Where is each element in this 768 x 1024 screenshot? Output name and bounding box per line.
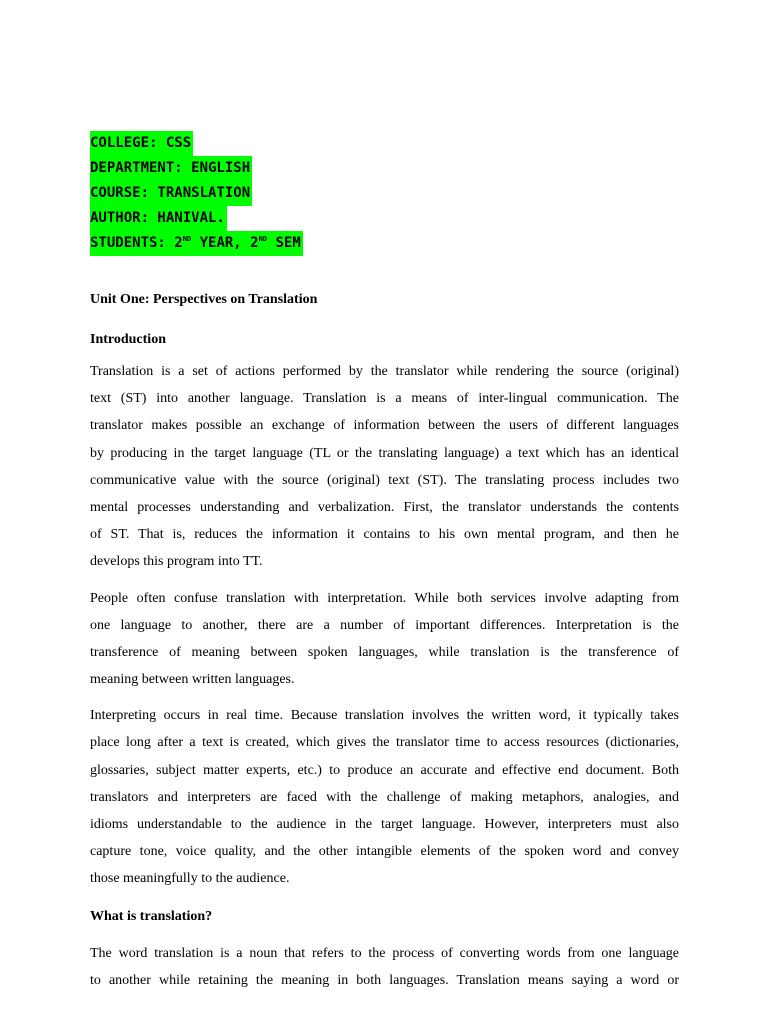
paragraph-line: by producing in the target language (TL or the translating language) a text which has an identical bbox=[90, 445, 679, 461]
students-line bbox=[90, 231, 303, 256]
paragraph-line: mental processes understanding and verbalization. First, the translator understands the contents bbox=[90, 499, 679, 515]
paragraph-2 bbox=[90, 585, 679, 694]
paragraph-line: Translation is a set of actions performed by the translator while rendering the source (original) bbox=[90, 364, 679, 379]
course-line: COURSE: TRANSLATION bbox=[90, 181, 252, 206]
unit-title: Unit One: Perspectives on Translation bbox=[90, 292, 318, 307]
author-line: AUTHOR: HANIVAL. bbox=[90, 206, 227, 231]
paragraph-line: translator makes possible an exchange of information between the users of different languages bbox=[90, 418, 679, 434]
paragraph-line: People often confuse translation with interpretation. While both services involve adapting from bbox=[90, 590, 679, 606]
paragraph-line: those meaningfully to the audience. bbox=[90, 871, 290, 887]
paragraph-line: Interpreting occurs in real time. Because translation involves the written word, it typically takes bbox=[90, 708, 679, 724]
paragraph-4 bbox=[90, 940, 679, 994]
paragraph-line: of ST. That is, reduces the information it contains to his own mental program, and then he bbox=[90, 527, 679, 543]
students-middle: YEAR, 2 bbox=[191, 235, 259, 251]
students-prefix: STUDENTS: 2 bbox=[90, 235, 183, 251]
paragraph-line: transference of meaning between spoken languages, while translation is the transference of bbox=[90, 644, 679, 660]
paragraph-1 bbox=[90, 358, 679, 576]
students-ordinal-1: ND bbox=[182, 235, 192, 243]
paragraph-line: glossaries, subject matter experts, etc.) to produce an accurate and effective end document. Both bbox=[90, 762, 679, 778]
college-line: COLLEGE: CSS bbox=[90, 131, 193, 156]
paragraph-line: The word translation is a noun that refers to the process of converting words from one language bbox=[90, 945, 679, 961]
paragraph-3 bbox=[90, 702, 679, 892]
paragraph-line: capture tone, voice quality, and the other intangible elements of the spoken word and convey bbox=[90, 844, 679, 860]
paragraph-line: develops this program into TT. bbox=[90, 554, 263, 570]
students-ordinal-2: ND bbox=[258, 235, 268, 243]
paragraph-line: text (ST) into another language. Translation is a means of inter-lingual communication. The bbox=[90, 391, 679, 407]
paragraph-line: communicative value with the source (original) text (ST). The translating process includes two bbox=[90, 472, 679, 488]
students-suffix: SEM bbox=[267, 235, 301, 251]
document-body bbox=[90, 290, 679, 994]
paragraph-line: translators and interpreters are faced with the challenge of making metaphors, analogies, and bbox=[90, 789, 679, 805]
course-info-block bbox=[90, 131, 303, 256]
paragraph-line: meaning between written languages. bbox=[90, 672, 295, 688]
paragraph-line: place long after a text is created, which gives the translator time to access resources (dictionaries, bbox=[90, 735, 679, 751]
paragraph-line: one language to another, there are a number of important differences. Interpretation is the bbox=[90, 617, 679, 633]
paragraph-line: to another while retaining the meaning in both languages. Translation means saying a word or bbox=[90, 972, 679, 988]
what-is-translation-heading: What is translation? bbox=[90, 908, 213, 924]
paragraph-line: idioms understandable to the audience in the target language. However, interpreters must also bbox=[90, 817, 679, 832]
introduction-heading: Introduction bbox=[90, 332, 166, 347]
department-line: DEPARTMENT: ENGLISH bbox=[90, 156, 252, 181]
